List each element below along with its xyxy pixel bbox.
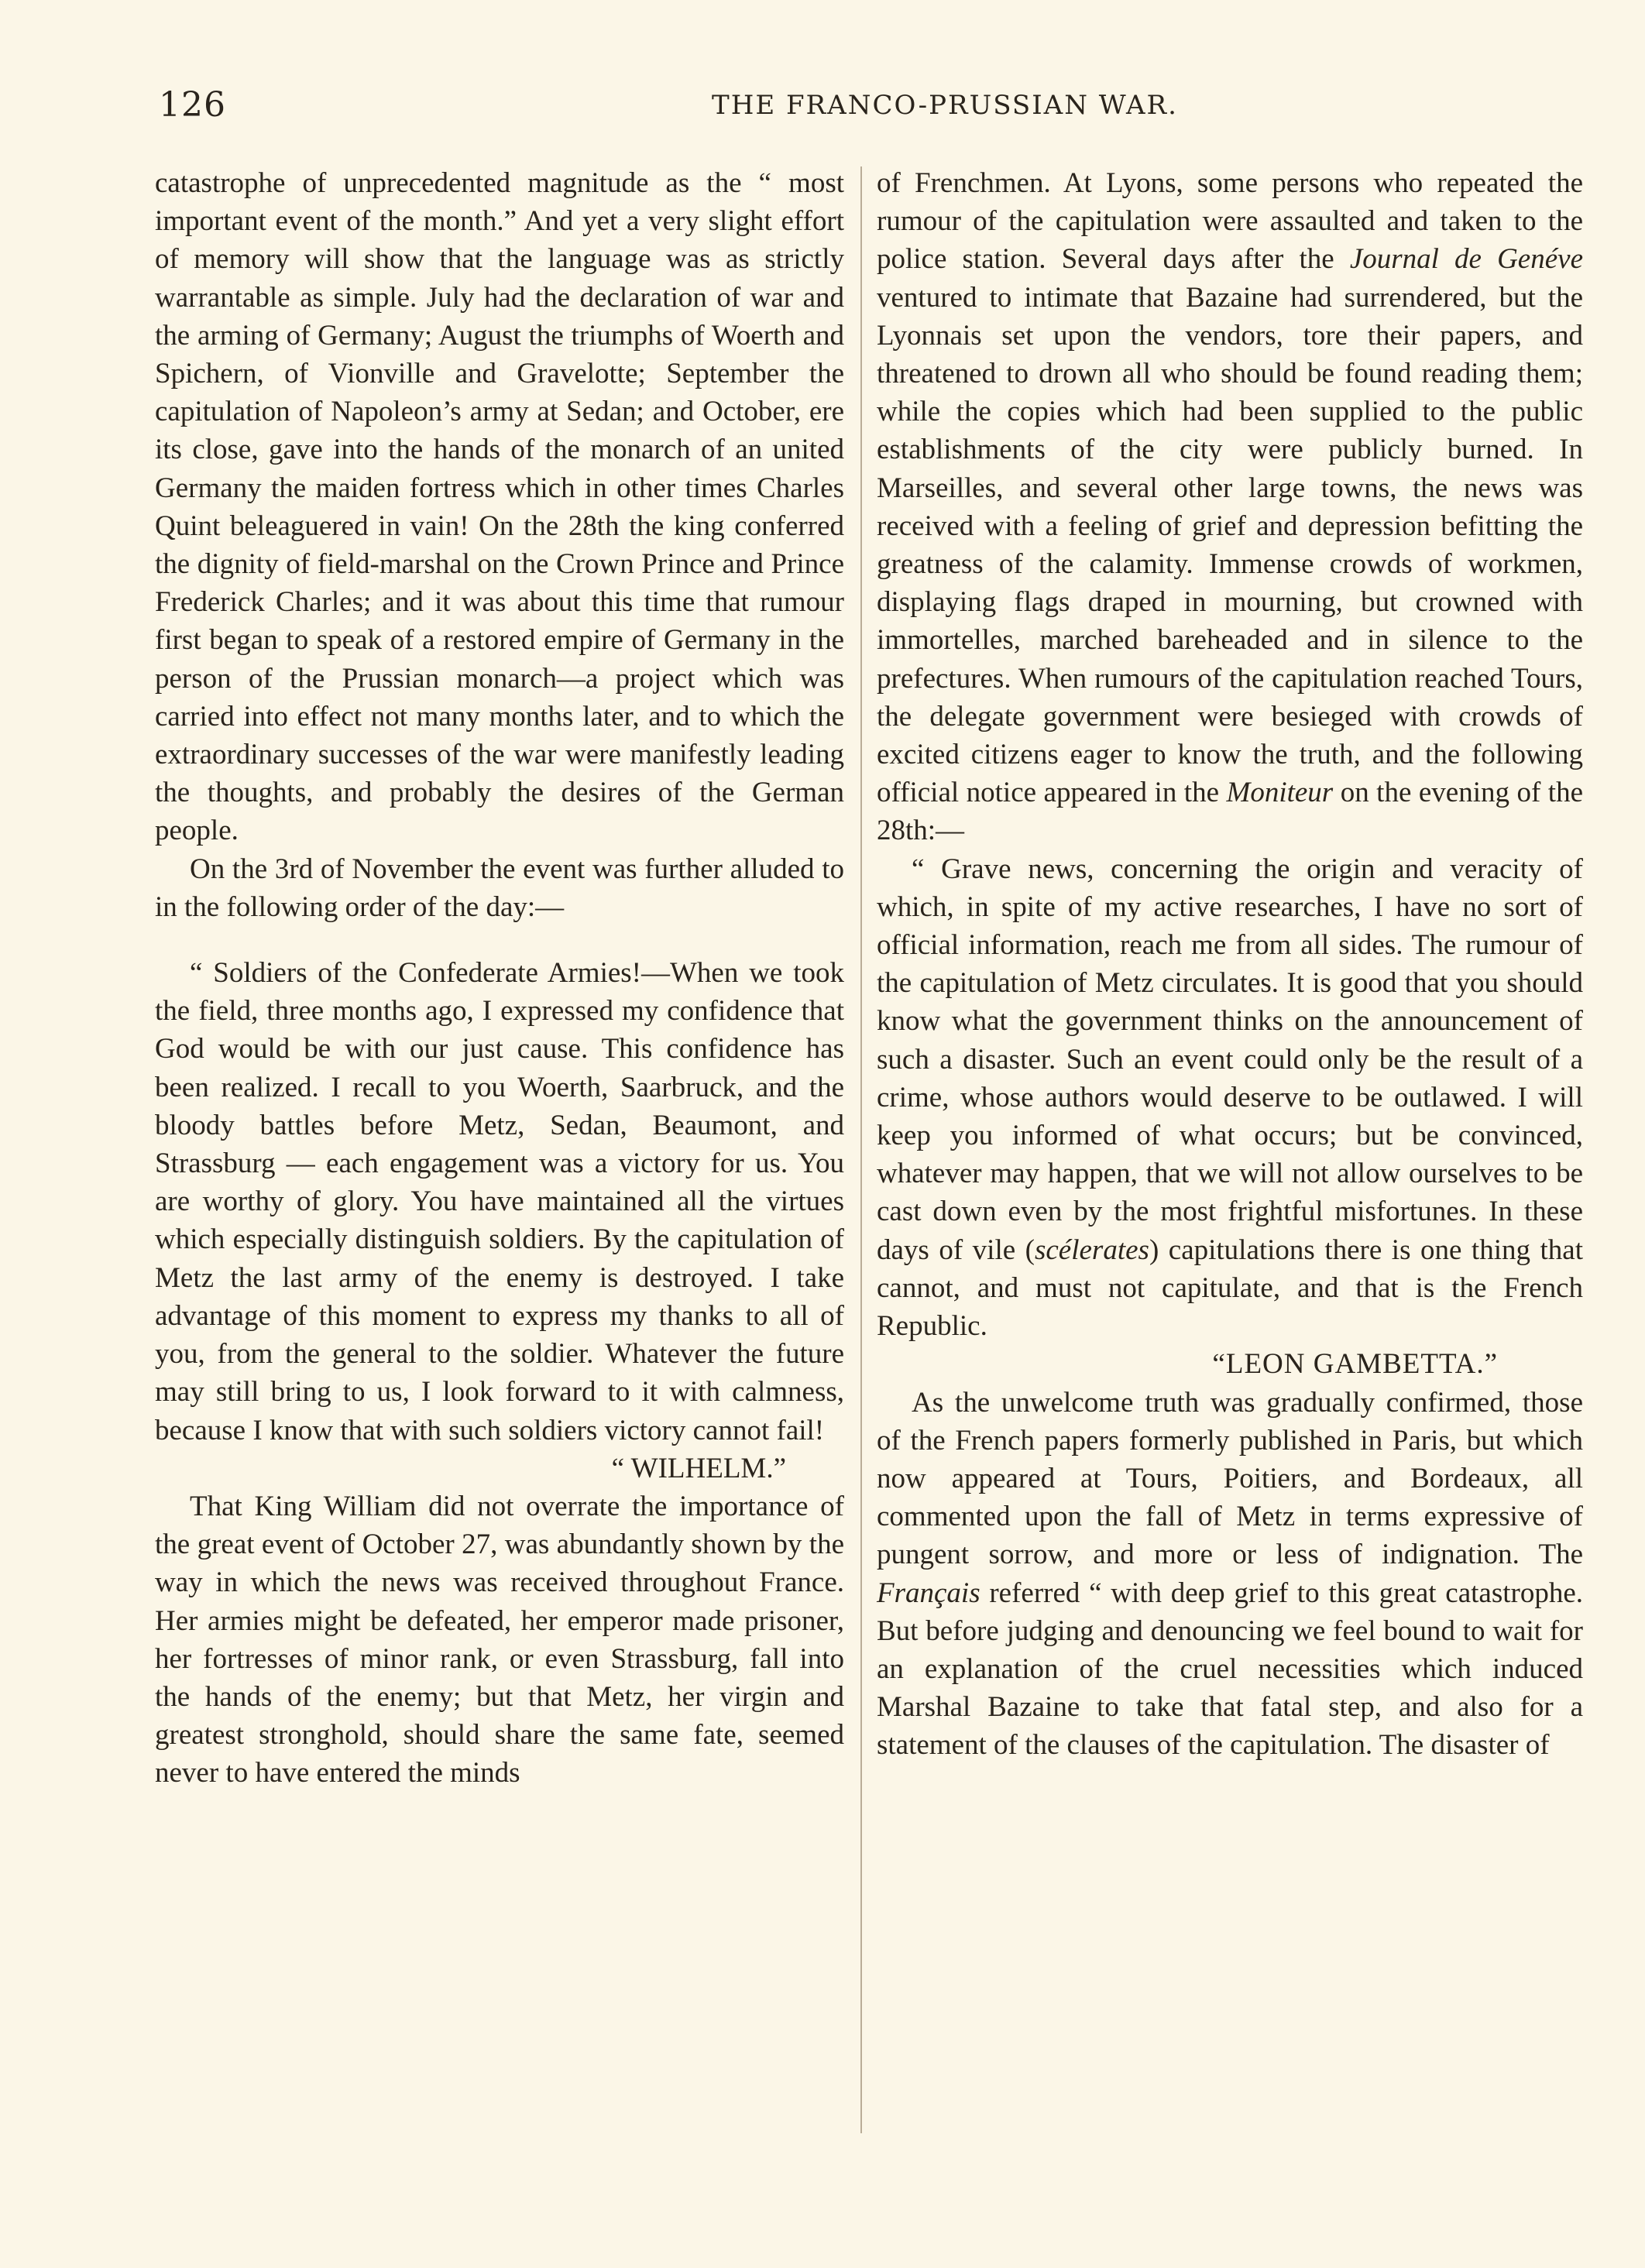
right-column (877, 164, 1583, 1765)
gambetta-quote-a: “ Grave news, concerning the origin and veracity of which, in spite of my active researches, I have no sort of official information, reach me from all sides. The rumour of the capitulation of Metz circulates. It is good that you should know what the government thinks on the announcement of such a disaster. Such an event could only be the result of a crime, whose authors would deserve to be outlawed. I will keep you informed of what occurs; but be convinced, whatever may happen, that we will not allow ourselves to be cast down even by the most frightful misfortunes. In these days of vile ( (877, 853, 1583, 1266)
right-p2-text-b: referred “ with deep grief to this great catastrophe. But before judging and denouncing we feel bound to wait for an explanation of the cruel necessities which induced Marshal Bazaine to take that fatal step, and also for a statement of the clauses of the capitulation. The disaster of (877, 1577, 1583, 1762)
right-paragraph-1 (877, 164, 1583, 850)
right-p1-text-a: of Frenchmen. At Lyons, some persons who repeated the rumour of the capitulation were assaulted and taken to the police station. Several days after the (877, 167, 1583, 276)
wilhelm-quote: “ Soldiers of the Confederate Armies!—When we took the field, three months ago, I expressed my confidence that God would be with our just cause. This confidence has been realized. I recall to you Woerth, Saarbruck, and the bloody battles before Metz, Sedan, Beaumont, and Strassburg — each engagement was a victory for us. You are worthy of glory. You have maintained all the virtues which especially distinguish soldiers. By the capitulation of Metz the last army of the enemy is destroyed. I take advantage of this moment to express my thanks to all of you, from the general to the soldier. Whatever the future may still bring to us, I look forward to it with calmness, because I know that with such soldiers victory cannot fail! (155, 957, 844, 1446)
right-paragraph-2 (877, 1384, 1583, 1765)
moniteur-title: Moniteur (1226, 777, 1334, 809)
wilhelm-signature: “ WILHELM.” (611, 1452, 786, 1484)
right-p2-text-a: As the unwelcome truth was gradually confirmed, those of the French papers formerly published in Paris, but which now appeared at Tours, Poitiers, and Bordeaux, all commented upon the fall of Metz in terms expressive of pungent sorrow, and more or less of indignation. The (877, 1386, 1583, 1571)
left-paragraph-3: That King William did not overrate the importance of the great event of October 27, was abundantly shown by the way in which the news was received throughout France. Her armies might be defeated, her emperor made prisoner, her fortresses of minor rank, or even Strassburg, fall into the hands of the enemy; but that Metz, her virgin and greatest stronghold, should share the same fate, seemed never to have entered the minds (155, 1490, 844, 1789)
left-paragraph-2: On the 3rd of November the event was further alluded to in the following order of the day:— (155, 853, 844, 923)
gambetta-quote (877, 850, 1583, 1346)
running-title: THE FRANCO-PRUSSIAN WAR. (712, 90, 1178, 121)
right-p1-text-b: ventured to intimate that Bazaine had surrendered, but the Lyonnais set upon the vendors, tore their papers, and threatened to drown all who should be found reading them; while the copies which had been supplied to the public establishments of the city were publicly burned. In Marseilles, and several other large towns, the news was received with a feeling of grief and depression befitting the greatness of the calamity. Immense crowds of workmen, displaying flags draped in mourning, but crowned with immortelles, marched bareheaded and in silence to the prefectures. When rumours of the capitulation reached Tours, the delegate government were besieged with crowds of excited citizens eager to know the truth, and the following official notice appeared in the (877, 281, 1583, 809)
scelerates-word: scélerates (1034, 1234, 1149, 1266)
left-paragraph-1: catastrophe of unprecedented magnitude as the “ most important event of the month.” And yet a very slight effort of memory will show that the language was as strictly warrantable as simple. July had the declaration of war and the arming of Germany; August the triumphs of Woerth and Spichern, of Vionville and Gravelotte; September the capitulation of Napoleon’s army at Sedan; and October, ere its close, gave into the hands of the monarch of an united Germany the maiden fortress which in other times Charles Quint beleaguered in vain! On the 28th the king conferred the dignity of field-marshal on the Crown Prince and Prince Frederick Charles; and it was about this time that rumour first began to speak of a restored empire of Germany in the person of the Prussian monarch—a project which was carried into effect not many months later, and to which the extraordinary successes of the war were manifestly leading the thoughts, and probably the desires of the German people. (155, 167, 844, 847)
page-header (159, 85, 1580, 139)
right-p1-text-c: on the evening of the 28th:— (877, 777, 1583, 847)
gambetta-quote-b: ) capitulations there is one thing that cannot, and must not capitulate, and that is the French Republic. (877, 1234, 1583, 1343)
left-column (155, 164, 844, 1793)
column-rule (860, 166, 862, 2133)
gambetta-signature: “LEON GAMBETTA.” (1212, 1348, 1498, 1381)
francais-title: Français (877, 1577, 980, 1609)
page-number: 126 (159, 85, 226, 125)
journal-title: Journal de Genéve (1349, 243, 1583, 276)
